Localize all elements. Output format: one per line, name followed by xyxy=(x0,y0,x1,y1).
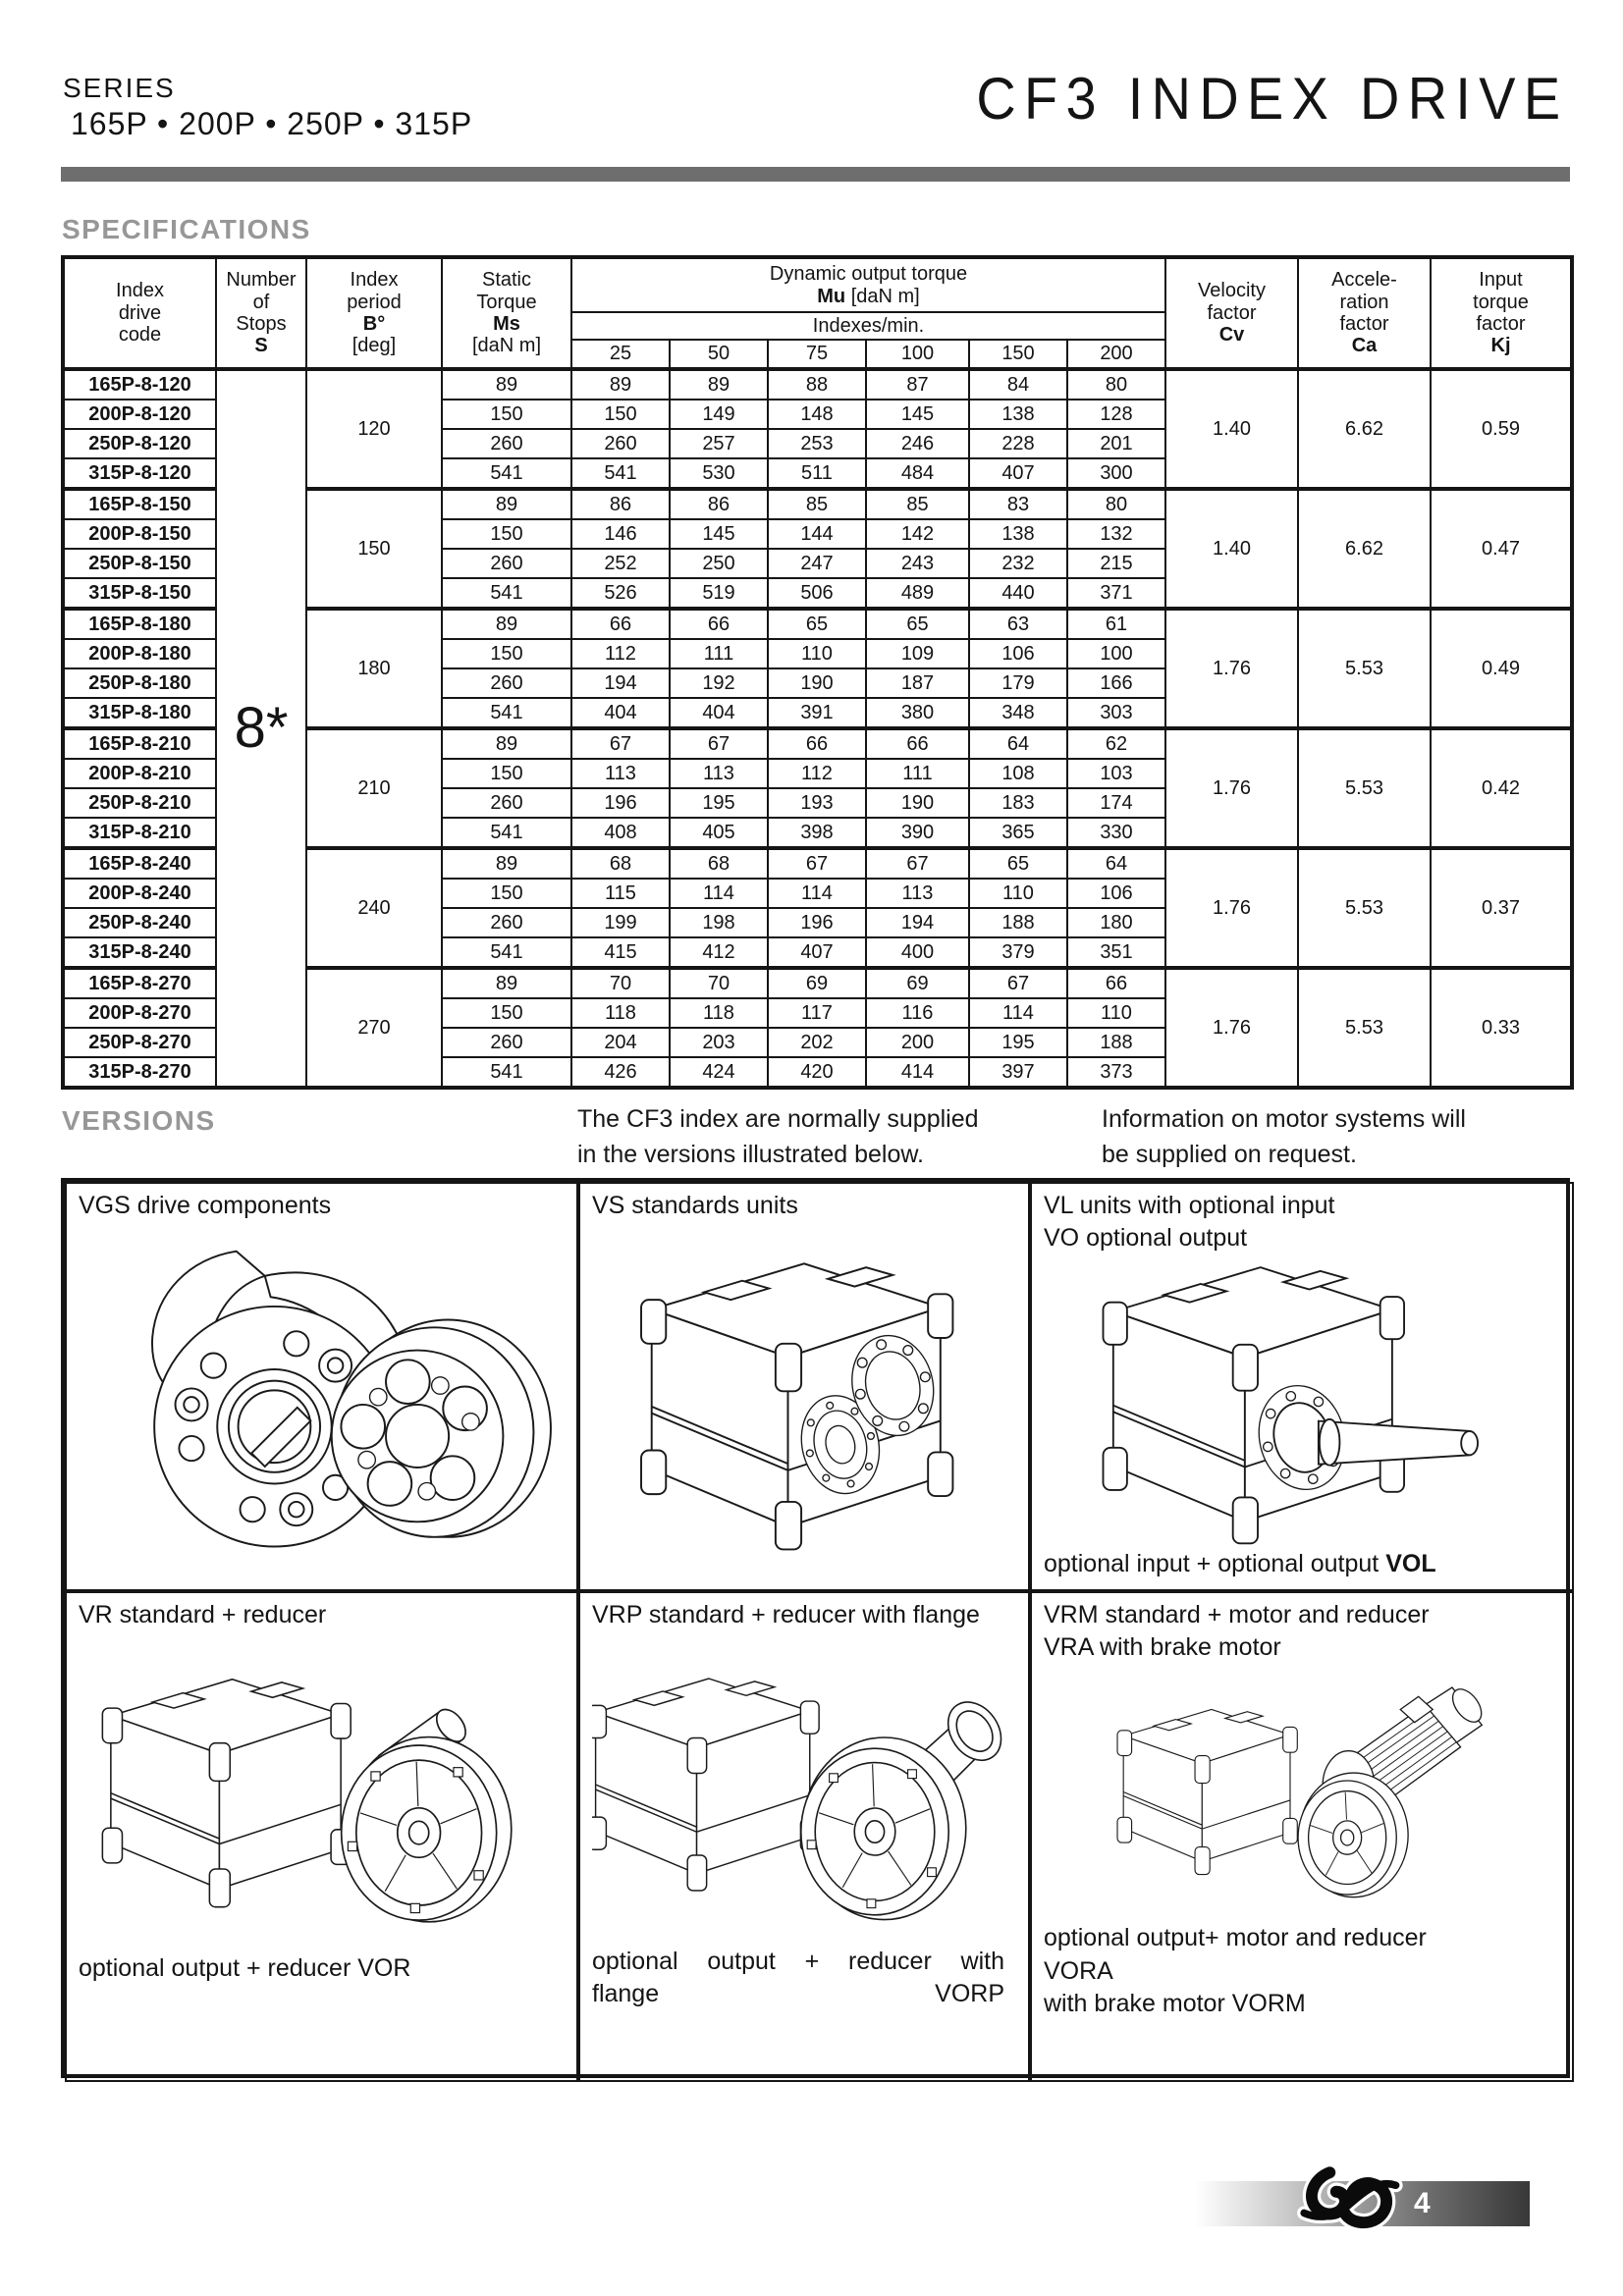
acceleration-factor-cell: 6.62 xyxy=(1298,369,1431,489)
dynamic-torque-cell: 215 xyxy=(1067,549,1165,578)
dynamic-torque-cell: 179 xyxy=(969,668,1067,698)
dynamic-torque-cell: 195 xyxy=(969,1028,1067,1057)
stops-value: 8* xyxy=(234,695,289,760)
index-code-cell: 165P-8-240 xyxy=(63,848,216,879)
dynamic-torque-cell: 66 xyxy=(768,728,866,759)
dynamic-torque-cell: 113 xyxy=(571,759,670,788)
header-index-drive-code: Index drive code xyxy=(63,257,216,369)
index-code-cell: 200P-8-150 xyxy=(63,519,216,549)
index-period-cell: 150 xyxy=(306,489,442,609)
dynamic-torque-cell: 150 xyxy=(571,400,670,429)
static-torque-cell: 260 xyxy=(442,788,571,818)
static-torque-cell: 260 xyxy=(442,668,571,698)
dynamic-torque-cell: 145 xyxy=(866,400,969,429)
dynamic-torque-cell: 63 xyxy=(969,609,1067,639)
dynamic-torque-cell: 66 xyxy=(571,609,670,639)
version-title: VR standard + reducer xyxy=(79,1601,327,1629)
header-speed-200: 200 xyxy=(1067,340,1165,369)
header-rule xyxy=(61,167,1570,182)
dynamic-torque-cell: 247 xyxy=(768,549,866,578)
dynamic-torque-cell: 67 xyxy=(670,728,768,759)
dynamic-torque-cell: 113 xyxy=(670,759,768,788)
header-index-period: Index period B° [deg] xyxy=(306,257,442,369)
static-torque-cell: 541 xyxy=(442,458,571,489)
dynamic-torque-cell: 110 xyxy=(768,639,866,668)
dynamic-torque-cell: 183 xyxy=(969,788,1067,818)
dynamic-torque-cell: 110 xyxy=(1067,998,1165,1028)
acceleration-factor-cell: 5.53 xyxy=(1298,609,1431,728)
index-period-cell: 270 xyxy=(306,968,442,1088)
dynamic-torque-cell: 202 xyxy=(768,1028,866,1057)
dynamic-torque-cell: 86 xyxy=(670,489,768,519)
dynamic-torque-cell: 106 xyxy=(1067,879,1165,908)
index-code-cell: 165P-8-120 xyxy=(63,369,216,400)
dynamic-torque-cell: 132 xyxy=(1067,519,1165,549)
dynamic-torque-cell: 200 xyxy=(866,1028,969,1057)
static-torque-cell: 541 xyxy=(442,1057,571,1088)
dynamic-torque-cell: 506 xyxy=(768,578,866,609)
static-torque-cell: 89 xyxy=(442,609,571,639)
header-input-torque-factor: Input torque factor Kj xyxy=(1431,257,1572,369)
index-period-cell: 180 xyxy=(306,609,442,728)
dynamic-torque-cell: 66 xyxy=(866,728,969,759)
version-caption: optional input + optional output VOL xyxy=(1044,1550,1436,1578)
dynamic-torque-cell: 116 xyxy=(866,998,969,1028)
dynamic-torque-cell: 330 xyxy=(1067,818,1165,848)
dynamic-torque-cell: 148 xyxy=(768,400,866,429)
versions-heading: VERSIONS xyxy=(62,1105,216,1136)
dynamic-torque-cell: 112 xyxy=(571,639,670,668)
input-torque-factor-cell: 0.37 xyxy=(1431,848,1572,968)
dynamic-torque-cell: 68 xyxy=(571,848,670,879)
index-period-cell: 210 xyxy=(306,728,442,848)
dynamic-torque-cell: 250 xyxy=(670,549,768,578)
dynamic-torque-cell: 196 xyxy=(768,908,866,937)
version-cell-vgs xyxy=(65,1182,578,1591)
dynamic-torque-cell: 64 xyxy=(969,728,1067,759)
dynamic-torque-cell: 65 xyxy=(866,609,969,639)
input-torque-factor-cell: 0.49 xyxy=(1431,609,1572,728)
series-models: 165P • 200P • 250P • 315P xyxy=(71,106,473,141)
dynamic-torque-cell: 67 xyxy=(969,968,1067,998)
vrp-reducer-flange-drawing xyxy=(592,1631,1016,1946)
index-code-cell: 250P-8-150 xyxy=(63,549,216,578)
dynamic-torque-cell: 300 xyxy=(1067,458,1165,489)
dynamic-torque-cell: 86 xyxy=(571,489,670,519)
dynamic-torque-cell: 118 xyxy=(670,998,768,1028)
dynamic-torque-cell: 88 xyxy=(768,369,866,400)
version-cell-vs xyxy=(578,1182,1030,1591)
dynamic-torque-cell: 89 xyxy=(571,369,670,400)
static-torque-cell: 150 xyxy=(442,998,571,1028)
dynamic-torque-cell: 67 xyxy=(571,728,670,759)
dynamic-torque-cell: 412 xyxy=(670,937,768,968)
dynamic-torque-cell: 166 xyxy=(1067,668,1165,698)
index-code-cell: 250P-8-210 xyxy=(63,788,216,818)
dynamic-torque-cell: 192 xyxy=(670,668,768,698)
static-torque-cell: 260 xyxy=(442,549,571,578)
header-static-torque: Static Torque Ms [daN m] xyxy=(442,257,571,369)
header-speed-50: 50 xyxy=(670,340,768,369)
index-period-cell: 120 xyxy=(306,369,442,489)
dynamic-torque-cell: 65 xyxy=(969,848,1067,879)
dynamic-torque-cell: 404 xyxy=(670,698,768,728)
header-velocity-factor: Velocity factor Cv xyxy=(1165,257,1298,369)
versions-grid xyxy=(61,1178,1570,2078)
index-code-cell: 165P-8-210 xyxy=(63,728,216,759)
dynamic-torque-cell: 142 xyxy=(866,519,969,549)
static-torque-cell: 89 xyxy=(442,848,571,879)
dynamic-torque-cell: 67 xyxy=(768,848,866,879)
index-code-cell: 315P-8-150 xyxy=(63,578,216,609)
static-torque-cell: 260 xyxy=(442,429,571,458)
dynamic-torque-cell: 109 xyxy=(866,639,969,668)
static-torque-cell: 150 xyxy=(442,879,571,908)
dynamic-torque-cell: 64 xyxy=(1067,848,1165,879)
header-dynamic-output-torque: Dynamic output torque Mu [daN m] xyxy=(571,257,1165,312)
index-code-cell: 315P-8-270 xyxy=(63,1057,216,1088)
dynamic-torque-cell: 194 xyxy=(866,908,969,937)
header-speed-100: 100 xyxy=(866,340,969,369)
version-cell-vrp xyxy=(578,1591,1030,2082)
page-number: 4 xyxy=(1414,2187,1431,2219)
static-torque-cell: 541 xyxy=(442,698,571,728)
velocity-factor-cell: 1.76 xyxy=(1165,728,1298,848)
version-title: VS standards units xyxy=(592,1192,798,1219)
dynamic-torque-cell: 260 xyxy=(571,429,670,458)
vrm-motor-reducer-drawing xyxy=(1044,1663,1560,1922)
dynamic-torque-cell: 114 xyxy=(768,879,866,908)
index-code-cell: 165P-8-180 xyxy=(63,609,216,639)
dynamic-torque-cell: 196 xyxy=(571,788,670,818)
dynamic-torque-cell: 348 xyxy=(969,698,1067,728)
dynamic-torque-cell: 253 xyxy=(768,429,866,458)
dynamic-torque-cell: 246 xyxy=(866,429,969,458)
dynamic-torque-cell: 69 xyxy=(768,968,866,998)
dynamic-torque-cell: 114 xyxy=(670,879,768,908)
series-label: SERIES xyxy=(63,73,176,103)
dynamic-torque-cell: 110 xyxy=(969,879,1067,908)
index-code-cell: 250P-8-120 xyxy=(63,429,216,458)
index-period-cell: 240 xyxy=(306,848,442,968)
dynamic-torque-cell: 89 xyxy=(670,369,768,400)
dynamic-torque-cell: 65 xyxy=(768,609,866,639)
version-caption: optional output+ motor and reducer VORA with brake motor VORM xyxy=(1044,1923,1427,2018)
version-cell-vr xyxy=(65,1591,578,2082)
dynamic-torque-cell: 194 xyxy=(571,668,670,698)
dynamic-torque-cell: 232 xyxy=(969,549,1067,578)
static-torque-cell: 89 xyxy=(442,369,571,400)
version-cell-vl-vo xyxy=(1030,1182,1574,1591)
header-acceleration-factor: Accele- ration factor Ca xyxy=(1298,257,1431,369)
dynamic-torque-cell: 111 xyxy=(866,759,969,788)
static-torque-cell: 260 xyxy=(442,1028,571,1057)
index-code-cell: 165P-8-270 xyxy=(63,968,216,998)
dynamic-torque-cell: 351 xyxy=(1067,937,1165,968)
index-code-cell: 200P-8-270 xyxy=(63,998,216,1028)
dynamic-torque-cell: 174 xyxy=(1067,788,1165,818)
dynamic-torque-cell: 117 xyxy=(768,998,866,1028)
version-title: VL units with optional input VO optional output xyxy=(1044,1192,1335,1252)
acceleration-factor-cell: 6.62 xyxy=(1298,489,1431,609)
acceleration-factor-cell: 5.53 xyxy=(1298,728,1431,848)
index-code-cell: 250P-8-270 xyxy=(63,1028,216,1057)
dynamic-torque-cell: 541 xyxy=(571,458,670,489)
index-code-cell: 200P-8-120 xyxy=(63,400,216,429)
static-torque-cell: 150 xyxy=(442,519,571,549)
dynamic-torque-cell: 62 xyxy=(1067,728,1165,759)
dynamic-torque-cell: 408 xyxy=(571,818,670,848)
dynamic-torque-cell: 149 xyxy=(670,400,768,429)
static-torque-cell: 150 xyxy=(442,400,571,429)
index-code-cell: 200P-8-180 xyxy=(63,639,216,668)
dynamic-torque-cell: 204 xyxy=(571,1028,670,1057)
dynamic-torque-cell: 111 xyxy=(670,639,768,668)
dynamic-torque-cell: 83 xyxy=(969,489,1067,519)
vs-standard-unit-drawing xyxy=(592,1222,1016,1582)
dynamic-torque-cell: 66 xyxy=(670,609,768,639)
input-torque-factor-cell: 0.59 xyxy=(1431,369,1572,489)
dynamic-torque-cell: 201 xyxy=(1067,429,1165,458)
dynamic-torque-cell: 138 xyxy=(969,519,1067,549)
header-number-of-stops: Number of Stops S xyxy=(216,257,306,369)
vr-standard-reducer-drawing xyxy=(79,1631,565,1953)
dynamic-torque-cell: 390 xyxy=(866,818,969,848)
dynamic-torque-cell: 243 xyxy=(866,549,969,578)
dynamic-torque-cell: 144 xyxy=(768,519,866,549)
input-torque-factor-cell: 0.42 xyxy=(1431,728,1572,848)
dynamic-torque-cell: 187 xyxy=(866,668,969,698)
velocity-factor-cell: 1.40 xyxy=(1165,369,1298,489)
version-caption: optional output + reducer VOR xyxy=(79,1954,411,1983)
dynamic-torque-cell: 391 xyxy=(768,698,866,728)
dynamic-torque-cell: 407 xyxy=(969,458,1067,489)
dynamic-torque-cell: 193 xyxy=(768,788,866,818)
dynamic-torque-cell: 188 xyxy=(969,908,1067,937)
dynamic-torque-cell: 85 xyxy=(768,489,866,519)
dynamic-torque-cell: 424 xyxy=(670,1057,768,1088)
dynamic-torque-cell: 426 xyxy=(571,1057,670,1088)
dynamic-torque-cell: 365 xyxy=(969,818,1067,848)
acceleration-factor-cell: 5.53 xyxy=(1298,848,1431,968)
acceleration-factor-cell: 5.53 xyxy=(1298,968,1431,1088)
spec-table xyxy=(61,255,1574,1090)
index-code-cell: 315P-8-240 xyxy=(63,937,216,968)
version-title: VRP standard + reducer with flange xyxy=(592,1601,980,1629)
dynamic-torque-cell: 180 xyxy=(1067,908,1165,937)
dynamic-torque-cell: 66 xyxy=(1067,968,1165,998)
static-torque-cell: 541 xyxy=(442,578,571,609)
static-torque-cell: 150 xyxy=(442,639,571,668)
dynamic-torque-cell: 188 xyxy=(1067,1028,1165,1057)
dynamic-torque-cell: 228 xyxy=(969,429,1067,458)
dynamic-torque-cell: 106 xyxy=(969,639,1067,668)
specifications-heading: SPECIFICATIONS xyxy=(62,214,311,244)
dynamic-torque-cell: 484 xyxy=(866,458,969,489)
velocity-factor-cell: 1.76 xyxy=(1165,609,1298,728)
dynamic-torque-cell: 61 xyxy=(1067,609,1165,639)
input-torque-factor-cell: 0.33 xyxy=(1431,968,1572,1088)
dynamic-torque-cell: 70 xyxy=(571,968,670,998)
static-torque-cell: 541 xyxy=(442,818,571,848)
index-code-cell: 200P-8-240 xyxy=(63,879,216,908)
dynamic-torque-cell: 85 xyxy=(866,489,969,519)
versions-note-center: The CF3 index are normally supplied in the versions illustrated below. xyxy=(577,1105,979,1168)
dynamic-torque-cell: 519 xyxy=(670,578,768,609)
dynamic-torque-cell: 379 xyxy=(969,937,1067,968)
dynamic-torque-cell: 138 xyxy=(969,400,1067,429)
dynamic-torque-cell: 190 xyxy=(866,788,969,818)
header-speed-150: 150 xyxy=(969,340,1067,369)
dynamic-torque-cell: 489 xyxy=(866,578,969,609)
stops-cell xyxy=(216,369,306,1088)
dynamic-torque-cell: 115 xyxy=(571,879,670,908)
index-code-cell: 315P-8-120 xyxy=(63,458,216,489)
static-torque-cell: 541 xyxy=(442,937,571,968)
dynamic-torque-cell: 84 xyxy=(969,369,1067,400)
index-code-cell: 315P-8-180 xyxy=(63,698,216,728)
dynamic-torque-cell: 118 xyxy=(571,998,670,1028)
index-code-cell: 200P-8-210 xyxy=(63,759,216,788)
dynamic-torque-cell: 397 xyxy=(969,1057,1067,1088)
dynamic-torque-cell: 128 xyxy=(1067,400,1165,429)
header-indexes-per-min: Indexes/min. xyxy=(571,312,1165,340)
static-torque-cell: 89 xyxy=(442,489,571,519)
index-code-cell: 315P-8-210 xyxy=(63,818,216,848)
velocity-factor-cell: 1.40 xyxy=(1165,489,1298,609)
velocity-factor-cell: 1.76 xyxy=(1165,968,1298,1088)
dynamic-torque-cell: 145 xyxy=(670,519,768,549)
dynamic-torque-cell: 87 xyxy=(866,369,969,400)
static-torque-cell: 150 xyxy=(442,759,571,788)
static-torque-cell: 260 xyxy=(442,908,571,937)
dynamic-torque-cell: 190 xyxy=(768,668,866,698)
dynamic-torque-cell: 380 xyxy=(866,698,969,728)
dynamic-torque-cell: 203 xyxy=(670,1028,768,1057)
static-torque-cell: 89 xyxy=(442,728,571,759)
version-caption: optional output + reducer with flange VORP xyxy=(592,1947,1004,2008)
dynamic-torque-cell: 405 xyxy=(670,818,768,848)
dynamic-torque-cell: 103 xyxy=(1067,759,1165,788)
versions-note-right: Information on motor systems will be supplied on request. xyxy=(1102,1105,1466,1168)
dynamic-torque-cell: 407 xyxy=(768,937,866,968)
dynamic-torque-cell: 199 xyxy=(571,908,670,937)
dynamic-torque-cell: 526 xyxy=(571,578,670,609)
dynamic-torque-cell: 398 xyxy=(768,818,866,848)
static-torque-cell: 89 xyxy=(442,968,571,998)
input-torque-factor-cell: 0.47 xyxy=(1431,489,1572,609)
dynamic-torque-cell: 420 xyxy=(768,1057,866,1088)
dynamic-torque-cell: 113 xyxy=(866,879,969,908)
dynamic-torque-cell: 69 xyxy=(866,968,969,998)
dynamic-torque-cell: 530 xyxy=(670,458,768,489)
vl-optional-input-output-drawing xyxy=(1044,1254,1560,1548)
dynamic-torque-cell: 440 xyxy=(969,578,1067,609)
dynamic-torque-cell: 257 xyxy=(670,429,768,458)
vgs-drive-components-drawing xyxy=(79,1222,565,1582)
index-code-cell: 250P-8-240 xyxy=(63,908,216,937)
dynamic-torque-cell: 400 xyxy=(866,937,969,968)
version-cell-vrm-vra xyxy=(1030,1591,1574,2082)
index-code-cell: 165P-8-150 xyxy=(63,489,216,519)
dynamic-torque-cell: 146 xyxy=(571,519,670,549)
dynamic-torque-cell: 100 xyxy=(1067,639,1165,668)
dynamic-torque-cell: 70 xyxy=(670,968,768,998)
dynamic-torque-cell: 108 xyxy=(969,759,1067,788)
dynamic-torque-cell: 511 xyxy=(768,458,866,489)
dynamic-torque-cell: 114 xyxy=(969,998,1067,1028)
header-speed-25: 25 xyxy=(571,340,670,369)
index-code-cell: 250P-8-180 xyxy=(63,668,216,698)
dynamic-torque-cell: 80 xyxy=(1067,369,1165,400)
dynamic-torque-cell: 404 xyxy=(571,698,670,728)
dynamic-torque-cell: 303 xyxy=(1067,698,1165,728)
dynamic-torque-cell: 252 xyxy=(571,549,670,578)
page-title: CF3 INDEX DRIVE xyxy=(975,66,1568,132)
velocity-factor-cell: 1.76 xyxy=(1165,848,1298,968)
dynamic-torque-cell: 373 xyxy=(1067,1057,1165,1088)
dynamic-torque-cell: 80 xyxy=(1067,489,1165,519)
dynamic-torque-cell: 112 xyxy=(768,759,866,788)
dynamic-torque-cell: 414 xyxy=(866,1057,969,1088)
dynamic-torque-cell: 195 xyxy=(670,788,768,818)
version-title: VRM standard + motor and reducer VRA with brake motor xyxy=(1044,1601,1430,1661)
dynamic-torque-cell: 415 xyxy=(571,937,670,968)
dynamic-torque-cell: 68 xyxy=(670,848,768,879)
version-title: VGS drive components xyxy=(79,1192,332,1219)
dynamic-torque-cell: 371 xyxy=(1067,578,1165,609)
brand-swirl-logo xyxy=(1296,2158,1406,2232)
dynamic-torque-cell: 198 xyxy=(670,908,768,937)
header-speed-75: 75 xyxy=(768,340,866,369)
dynamic-torque-cell: 67 xyxy=(866,848,969,879)
